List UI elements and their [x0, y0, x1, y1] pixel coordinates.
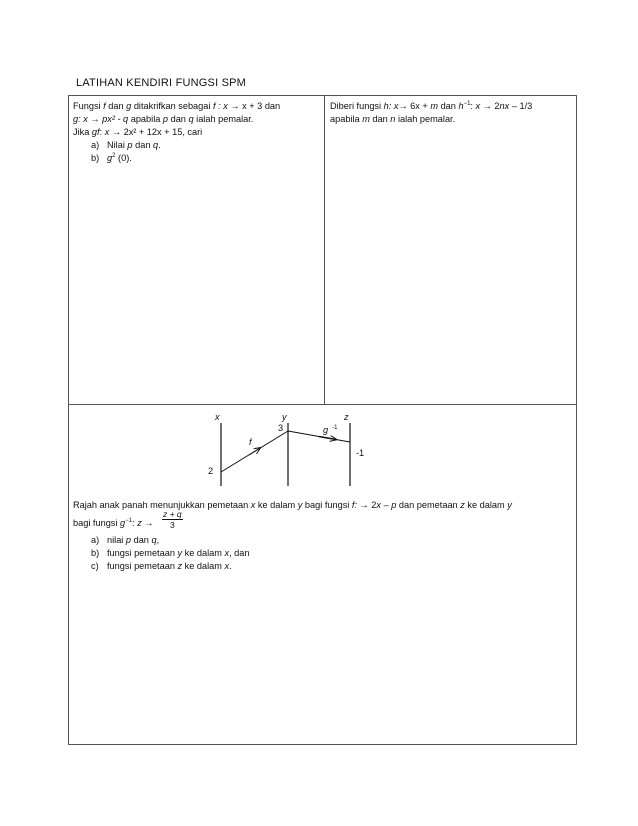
q2-text: apabila	[330, 114, 363, 124]
item-var: x	[224, 548, 230, 558]
fraction-denominator: 3	[169, 520, 175, 530]
q3-text: ke dalam	[255, 500, 298, 510]
item-marker: b)	[91, 548, 100, 558]
q1-item-a	[73, 139, 320, 152]
arrow-icon: →	[141, 517, 156, 528]
q3-para-2	[73, 509, 573, 534]
q3-var: y	[507, 500, 512, 510]
q2-text: – 1/3	[509, 101, 533, 111]
q1-text: dan	[105, 101, 127, 111]
q1-line-3	[73, 126, 320, 139]
q3-text: Rajah anak panah menunjukkan pemetaan	[73, 500, 251, 510]
item-marker: b)	[91, 153, 100, 163]
q3-var: z	[137, 517, 142, 528]
q2-var-x: x	[475, 101, 481, 111]
item-var: g	[107, 153, 113, 163]
q2-var-n: n	[390, 114, 396, 124]
q1-text: Jika	[73, 127, 92, 137]
q3-text: bagi fungsi	[302, 500, 352, 510]
item-superscript: 2	[112, 153, 116, 159]
q2-var-m: m	[362, 114, 370, 124]
arrow-icon: →	[357, 500, 372, 510]
q2-map-h: h: x	[383, 101, 399, 111]
set-z-label: z	[344, 412, 349, 422]
fraction-numerator: z + q	[162, 509, 182, 519]
arrow-diagram-svg	[69, 405, 576, 495]
value-2-label: 2	[208, 466, 214, 476]
q2-text: ialah pemalar.	[395, 114, 456, 124]
q2-text: 6x +	[407, 101, 431, 111]
question-1-cell	[69, 96, 325, 405]
arrow-icon: →	[109, 127, 124, 137]
item-text: dan	[131, 535, 152, 545]
item-text: fungsi pemetaan	[107, 561, 178, 571]
set-x-label: x	[215, 412, 220, 422]
q1-text: x + 3 dan	[242, 101, 281, 111]
q3-text: –	[381, 500, 392, 510]
item-var: y	[177, 548, 183, 558]
q3-item-c	[73, 560, 573, 573]
item-text: .	[158, 140, 161, 150]
q3-text: ke dalam	[464, 500, 508, 510]
item-marker: a)	[91, 140, 100, 150]
item-marker: c)	[91, 561, 99, 571]
item-var: z	[177, 561, 183, 571]
q3-var: z	[460, 500, 465, 510]
q2-text: dan	[369, 114, 391, 124]
q2-text: Diberi fungsi	[330, 101, 384, 111]
question-table	[68, 95, 577, 745]
q1-map-g: g: x	[73, 114, 88, 124]
q1-text: :	[99, 127, 105, 137]
q2-text: 2	[494, 101, 500, 111]
q3-text: :	[131, 517, 138, 528]
q1-var-gf: gf	[91, 127, 100, 137]
q2-superscript: −1	[463, 101, 471, 107]
arrow-diagram	[69, 405, 576, 495]
q1-var-f: f	[103, 101, 106, 111]
q2-var-nx: nx	[499, 101, 510, 111]
q2-text: dan	[438, 101, 459, 111]
q3-text: dan pemetaan	[396, 500, 461, 510]
q3-para-1	[73, 499, 573, 512]
q3-item-a	[73, 534, 573, 547]
arrow-icon: →	[398, 101, 408, 111]
q3-item-b	[73, 547, 573, 560]
function-f-label: f	[249, 437, 252, 447]
item-text: nilai	[107, 535, 126, 545]
item-text: ke dalam	[182, 561, 225, 571]
item-var: q	[152, 140, 159, 150]
q3-var: y	[297, 500, 303, 510]
item-var: p	[125, 535, 132, 545]
item-text: dan	[132, 140, 153, 150]
arrow-icon: →	[480, 101, 495, 111]
function-g-inverse-label: g $^{-1}$	[323, 425, 338, 435]
value-neg1-label: -1	[356, 448, 365, 458]
item-marker: a)	[91, 535, 100, 545]
q1-item-b	[73, 152, 320, 165]
q1-expr-g: px² - q	[102, 114, 129, 124]
item-text: ke dalam	[182, 548, 225, 558]
q1-var-x: x	[104, 127, 110, 137]
q3-var: p	[391, 500, 397, 510]
q1-line-2	[73, 113, 320, 126]
q3-var: g	[120, 517, 126, 528]
item-text: ,	[156, 535, 160, 545]
fraction	[162, 509, 183, 530]
arrow-icon: →	[227, 101, 243, 111]
q1-text: 2x² + 12x + 15, cari	[123, 127, 203, 137]
q1-text: dan	[168, 114, 189, 124]
worksheet-title: LATIHAN KENDIRI FUNGSI SPM	[76, 77, 247, 89]
question-2-cell	[325, 96, 576, 405]
q1-var-q: q	[188, 114, 194, 124]
q1-map-f: f : x	[212, 101, 228, 111]
q3-var: x	[376, 500, 382, 510]
q3-text: 2	[371, 500, 377, 510]
item-text: .	[229, 561, 232, 571]
item-var: p	[127, 140, 133, 150]
q1-text: ialah pemalar.	[193, 114, 254, 124]
q1-text: Fungsi	[73, 101, 104, 111]
q2-var-h: h	[458, 101, 464, 111]
item-text: , dan	[229, 548, 250, 558]
q3-text: bagi fungsi	[73, 517, 120, 528]
item-text: Nilai	[107, 140, 128, 150]
q1-text: ditakrifkan sebagai	[131, 101, 213, 111]
q1-line-1	[73, 100, 320, 113]
mapping-f-arrow	[249, 448, 260, 455]
q3-var: x	[250, 500, 256, 510]
item-var: x	[224, 561, 230, 571]
q3-var: f:	[351, 500, 357, 510]
q1-var-g: g	[126, 101, 132, 111]
q2-text: :	[470, 101, 476, 111]
item-var: q	[151, 535, 157, 545]
q1-text: apabila	[128, 114, 163, 124]
q2-line-1	[330, 100, 572, 113]
q2-var-m: m	[430, 101, 439, 111]
arrow-icon: →	[87, 114, 103, 124]
q3-superscript: −1	[125, 517, 132, 524]
q2-line-2	[330, 113, 572, 126]
q3-text-block	[73, 499, 573, 573]
question-3-cell	[69, 405, 576, 744]
value-3-label: 3	[278, 423, 284, 433]
item-text: fungsi pemetaan	[107, 548, 178, 558]
set-y-label: y	[282, 412, 287, 422]
q1-var-p: p	[162, 114, 169, 124]
item-text: (0).	[115, 153, 132, 163]
